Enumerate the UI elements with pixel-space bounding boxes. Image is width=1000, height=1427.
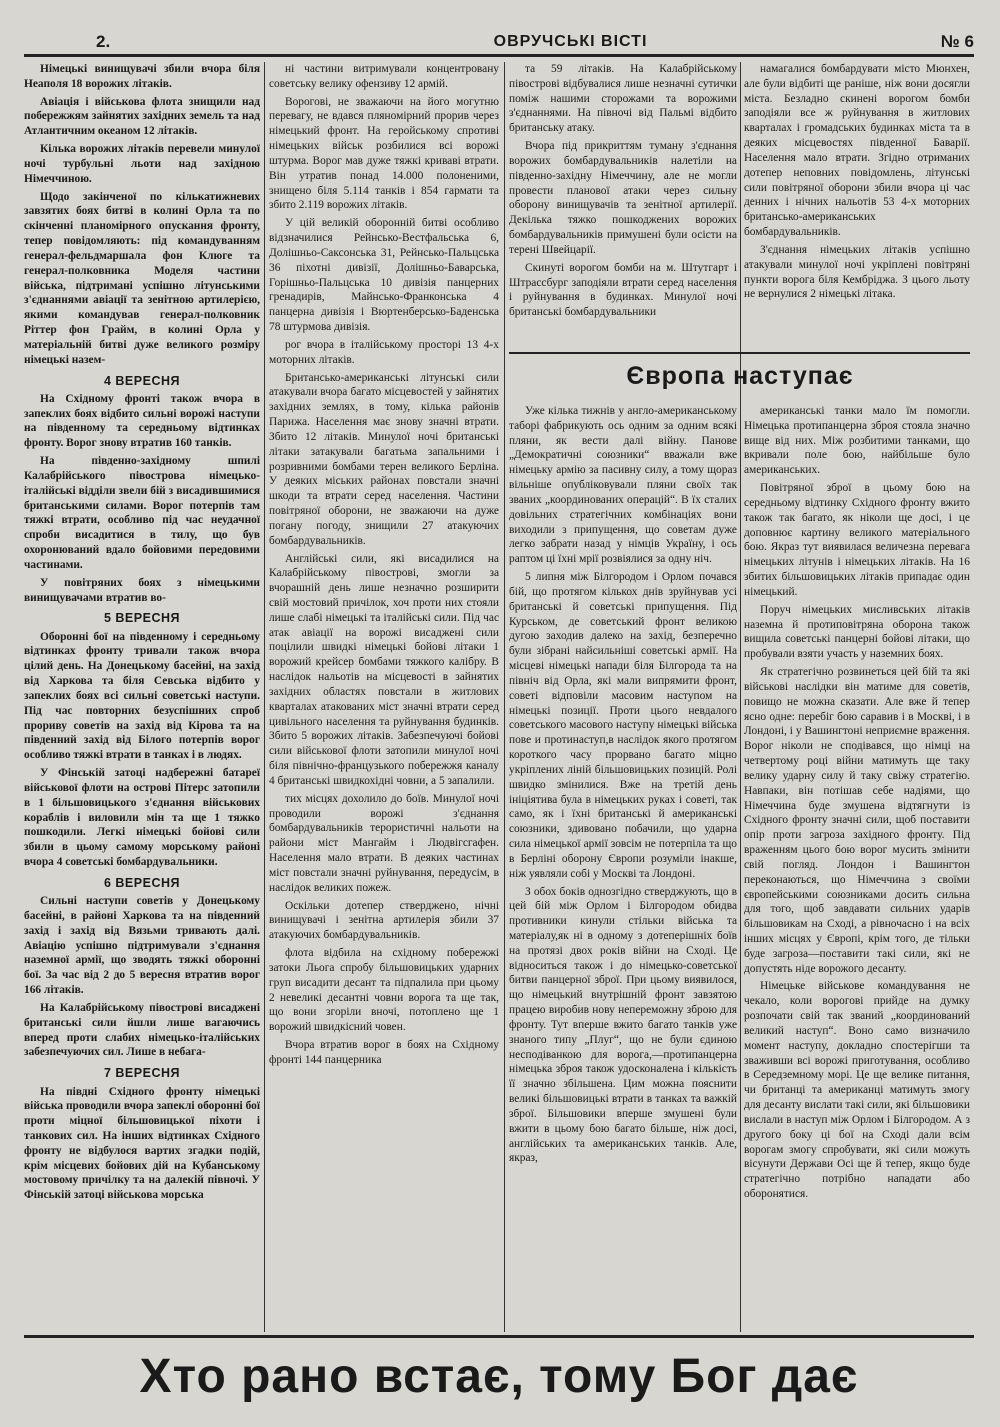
paragraph: 5 липня між Білгородом і Орлом почався бій, що протягом кількох днів зруйнував усі британські й советські припущення. Під Курськом, де советський фронт великою дугою заходив далеко на захід, безперечно були зібрані найсильніші советські армії. На місцеві німецькі напади біля Білгорода та на північ від Орла, які мали випрямити фронт, советі відповіли масовим наступом на німецькі позиції. Проти цього невдалого советського масового наступу німецькі війська пове и протинаступ,в наслідок якого протягом короткого часу прорвано багато міцно укріплених ліній більшовицьких позицій. Ролі швидко змінилися. Вже на третій день ініціятива була в німецьких руках і советі, так само, як і їхні британські й американські союзники, здивовано побачили, що ударна сила німецької армії зовсім не потерпіла та що в Берліні оборону Європи розуміли інакше, ніж уявляли собі у Москві та Лондоні. <box>509 571 737 880</box>
paragraph: У Фінській затоці надбережні батареї військової флоти на острові Пітерс затопили в 1 більшовицького з'єднання військових кораблів і виловили мін та ще 1 тяжко пошкодили. Легкі німецькі бойові сили збили в цьому самому морському районі вчора 4 советські бомбардувальники. <box>24 767 260 869</box>
paragraph: Сильні наступи советів у Донецькому басейні, в районі Харкова та на південний захід і захід від Вязьми тривають далі. Авіацію успішно підтримували з'єднання наземної армії, що зводять тяжкі оборонні бої. За час від 2 до 5 вересня втратив ворог 166 літаків. <box>24 895 260 997</box>
footer-rule <box>24 1335 974 1338</box>
column-3 <box>509 62 737 352</box>
paragraph: ні частини витримували концентровану советську велику офензиву 12 армій. <box>269 63 499 90</box>
paragraph: Кілька ворожих літаків перевели минулої ночі турбульні льоти над західною Німеччиною. <box>24 143 260 185</box>
date-heading: 5 ВЕРЕСНЯ <box>103 611 180 626</box>
newspaper-name: ОВРУЧСЬКІ ВІСТІ <box>493 33 648 50</box>
masthead <box>24 30 974 57</box>
paragraph: Авіація і військова флота знищили над побережжям зайнятих західних земель та над Атлантичним океаном 12 літаків. <box>24 95 260 138</box>
paragraph: Поруч німецьких мисливських літаків наземна й протиповітряна оборона також вищила советські панцерні бойові літаки, що пробували взяти участь у наземних боях. <box>744 603 970 661</box>
article-column-2 <box>744 404 970 1332</box>
footer-slogan: Хто рано встає, тому Бог дає <box>139 1350 859 1403</box>
paragraph: На півдні Східного фронту німецькі війська проводили вчора запеклі оборонні бої проти міцної більшовицької піхоти і танкових сил. На інших відтинках Східного фронту не відбулося вартих згадки подій, крім місцевих бойових дій на Кубанському мостовому причілку та на далекій півночі. У Фінській затоці військова морська <box>24 1085 260 1202</box>
paragraph: Англійські сили, які висадилися на Калабрійському півострові, змогли за вчорашній день лише незначно розширити свій мостовий причілок, хоч проти них стояли лише слабі німецькі та італійські сили. Під час атак авіації на ворожі висаджені сили поцілили швидкі німецькі бойові літаки 1 ворожий крейсер бомбами тяжкого калібру. В наслідок нальотів на місцевості в зайнятих західних областях повстали в житлових кварталах атакованих міст значні втрати серед цивільного населення та руйнування будинків. Збито 5 ворожих літаків. Забезпечуючі бойові сили військової флоти затопили минулої ночі біля північно-французького побережжя каналу 4 британські швидкохідні човни, а 5 запалили. <box>269 552 499 787</box>
date-heading: 6 ВЕРЕСНЯ <box>103 875 180 890</box>
paragraph: рог вчора в італійському просторі 13 4-х моторних літаків. <box>269 338 499 366</box>
column-4-top <box>744 62 970 352</box>
section-rule <box>509 352 970 354</box>
paragraph: Щодо закінченої по кількатижневих завзятих боях битві в колині Орла та по скінченні планомірного опускання фронту, тепер повідомляють: під командуванням генерал-фельдмаршала фон Клюге та генерал-полковника Моделя частини війська, підтримані успішно літунськими з'єднаннями авіації та зенітною артилерією, якими командував генерал-полковник Ріттер фон Грайм, в колині Орла у матеріальній битві дуже великого розміру німецькі назем- <box>24 190 260 366</box>
paragraph: Оскільки дотепер стверджено, нічні винищувачі і зенітна артилерія збили 37 атакуючих бомбардувальників. <box>269 899 499 942</box>
article-headline: Європа наступає <box>626 362 854 390</box>
paragraph: Як стратегічно розвинеться цей бій та які військові наслідки він матиме для советів, повищо не можна сказати. Але вже й тепер ясно одне: перебіг бою саравив і в Москві, і в Лондоні, і у Вашингтоні неприємне враження. Ворог ніколи не сподівався, що німці на четвертому році війни матимуть ще таку велику ударну силу й таку свіжу стратегію. Навпаки, він потішав себе надіями, що Німеччина буде змушена відтягнути із Східного фронту значні сили, щоб поставити опір проти загроза західного фронту. Під враженням цього бою ворог мусить змінити свій погляд. Лондон і Вашингтон переконаються, що Німеччина з своїми європейськими союзниками досить сильна для того, щоб завдавати сильних ударів більшовикам на Сході, а рівночасно і на всіх інших місцях у Європі, крім того, де тільки буде загроза—поставити такі сили, які не допустять ніде ворожого десанту. <box>744 666 970 975</box>
paragraph: З'єднання німецьких літаків успішно атакували минулої ночі укріплені повітряні пункти ворога біля Кембріджа. З цього льоту не вернулися 2 німецькі літака. <box>744 243 970 301</box>
column-divider <box>264 62 265 1332</box>
paragraph: Повітряної зброї в цьому бою на середньому відтинку Східного фронту вжито також так багато, як ніколи ще досі, і це доповнює картину великого матеріального бою. Якраз тут виявилася величезна перевага німецьких літунів і німецьких літаків. На 16 збитих більшовицьких літаків припадає один німецький. <box>744 482 970 598</box>
paragraph: Оборонні бої на південному і середньому відтинках фронту тривали також вчора цілий день. На Донецькому басейні, на захід від Харкова та біля Севська відбито у запеклих боях всі сильні советські наступи. Під час повторних безуспішних спроб прориву советів на захід від Кірова та на південний захід від Білого потерпів ворог особливо тяжкі втрати в танках і в людях. <box>24 630 260 762</box>
paragraph: Скинуті ворогом бомби на м. Штутгарт і Штрассбург заподіяли втрати серед населення і руйнування в будинках. Минулої ночі британські бомбардувальники <box>509 261 737 319</box>
paragraph: На Східному фронті також вчора в запеклих боях відбито сильні ворожі наступи на південному та середньому відтинках фронту. Ворог знову втратив 160 танків. <box>24 392 260 450</box>
article-column-1 <box>509 404 737 1332</box>
paragraph: З обох боків однозгідно стверджують, що в цей бій між Орлом і Білгородом обидва противники кинули стільки війська та матеріалу,як ні в одному з дотеперішніх боїв на протязі двох років війни на Сході. Це відноситься також і до німецько-советської битви панцерної зброї. При цьому виявилося, що німецький внутрішній фронт завзятою працею виробив нову непереможну зброю для фронту. Тут вперше вжито багато танків уже знаного типу „Плуг“, що не були єдиною несподіванкою для ворога,—протипанцерна німецька зброя також удосконалена і кількість її значно збільшена. Цим можна пояснити великі більшовицькі втрати в танках та важкій зброї. Більшовики вперше змушені були вжити в цьому бою багато більше, ніж досі, англійських та американських танків. Але, якраз, <box>509 885 737 1165</box>
column-divider <box>740 62 741 1332</box>
date-heading: 4 ВЕРЕСНЯ <box>103 373 180 388</box>
paragraph: Вчора під прикриттям туману з'єднання ворожих бомбардувальників налетіли на південно-західну Німеччину, але не могли провести планової атаки через сильну оборону винищувачів та зенітної артилерії. Декілька тяжко пошкоджених ворожих бомбардувальників примушені були осісти на терені Швейцарії. <box>509 140 737 256</box>
paragraph: Німецьке військове командування не чекало, коли ворогові прийде на думку розпочати свій так званий „координований великий наступ“. Воно само визначило момент наступу, докладно спостерігши та зваживши всі ворожі приготування, особливо в Середземному морі. Це ще велике питання, чи британці та американці матимуть змогу для десанту вислати такі сили, які більшовики вислали в наступ між Орлом і Білгородом. А з другого боку ці бої на Сході дали всім ворогам змогу спробувати, які сили можуть вісунути Держави Осі ще й тепер, якщо буде стратегічно потрібно нападати або оборонятися. <box>744 980 970 1201</box>
date-heading: 7 ВЕРЕСНЯ <box>103 1066 180 1081</box>
paragraph: Британсько-американські літунські сили атакували вчора багато місцевостей у зайнятих західних землях, в тому, кілька районів Парижа. Населення має знову значні втрати. Збито 12 літаків. Минулої ночі британські літаки затакували багатьма запальними і розривними бомбами терен великого Берліна. У деяких міських районах повстали значні шкоди та втрати серед населення. Частини повітряної оборони, не зважаючи на дуже погану погоду, знищили 27 атакуючих бомбардувальників. <box>269 371 499 547</box>
paragraph: Вчора втратив ворог в боях на Східному фронті 144 панцерника <box>269 1039 499 1066</box>
page-number: 2. <box>96 32 111 51</box>
paragraph: У повітряних боях з німецькими винищувачами втратив во- <box>24 576 260 604</box>
paragraph: та 59 літаків. На Калабрійському півострові відбувалися лише незначні сутички поміж нашими сторожами та ворожими з'єднаннями. На півночі від Пальмі відбито британську атаку. <box>509 63 737 135</box>
paragraph: Уже кілька тижнів у англо-американському таборі фабрикують ось одним за одним всякі пляни, як вести далі війну. Панове „Демократичні союзники“ вважали вже німецьку армію за пасивну силу, а тому щораз вільніше опубліковували пляни своїх так званих „координованих операцій“. В їх сталих довільних стратегічних комбінаціях вони виходили з припущення, що советам дуже легко забрати назад у німців Україну, і ось раптом ці їхні мрії розвіялися за одну ніч. <box>509 405 737 566</box>
paragraph: американські танки мало їм помогли. Німецька протипанцерна зброя стояла значно вище від них. Між розбитими танками, що вкривали поле бою, найбільше було американських. <box>744 405 970 477</box>
paragraph: Ворогові, не зважаючи на його могутню перевагу, не вдався пляномірний прорив через німецький фронт. На геройському спротиві німецьких військ розбилися всі ворожі штурма. Ворог мав дуже тяжкі криваві втрати. Він утратив понад 14.000 полоненими, знищено біля 5.114 танків і 854 гармати та збито 2.119 ворожих літаків. <box>269 95 499 212</box>
paragraph: На Калабрійському півострові висаджені британські сили йшли лише вагаючись вперед проти слабих німецько-італійських забезпечуючих сил. Лише в небага- <box>24 1001 260 1059</box>
column-1 <box>24 62 260 1332</box>
paragraph: намагалися бомбардувати місто Мюнхен, але були відбиті ще раніше, ніж вони досягли міста. Безладно скинені ворогом бомби заподіяли все ж руйнування в житлових кварталах і громадських будинках міста та в деяких місцевостях південної Баварії. Населення мало втрати. Згідно отриманих дотепер неповних повідомлень, літунські сили повітряної оборони збили вчора ці час денних і нічних нальотів 53 4-х моторних британсько-американських бомбардувальників. <box>744 63 970 239</box>
paragraph: флота відбила на східному побережжі затоки Льога спробу більшовицьких ударних груп висадити десант та підпалила при цьому 2 невеликі десантні човни ворога та ще так, що вони згоріли вночі, потоплено ще 1 ворожий швидкісний човен. <box>269 947 499 1034</box>
paragraph: Німецькі винищувачі збили вчора біля Неаполя 18 ворожих літаків. <box>24 63 260 90</box>
paragraph: У цій великій оборонній битві особливо відзначилися Рейнсько-Вестфальська 6, Долішньо-Саксонська 31, Рейнсько-Пальцська 36 піхотні дивізії, Долішньо-Баварська, Горішньо-Пальцська 10 дивізія панцерних гренадирів, Майнсько-Франконська 4 панцерна дивізія і Вюртенберсько-Баденська 78 штурмова дивізія. <box>269 217 499 334</box>
column-2 <box>269 62 499 1332</box>
column-divider <box>504 62 505 1332</box>
paragraph: На південно-західному шпилі Калабрійського півострова німецько-італійські відділи звели бій з висадившимися британськими силами. Ворог потерпів там тяжкі втрати, особливо під час неудачної спроби висадитися в тилу, що був охоронюваний вдало бойовими передовими частинами. <box>24 455 260 571</box>
issue-number: № 6 <box>940 32 974 51</box>
paragraph: тих місцях дохолило до боїв. Минулої ночі проводили ворожі з'єднання бомбардувальників терористичні нальоти на райони міст Мангайм і Людвігсгафен. Населення мало втрати. В деяких частинах міст повстали значні руйнування, передусім, в наслідок великих пожеж. <box>269 792 499 894</box>
